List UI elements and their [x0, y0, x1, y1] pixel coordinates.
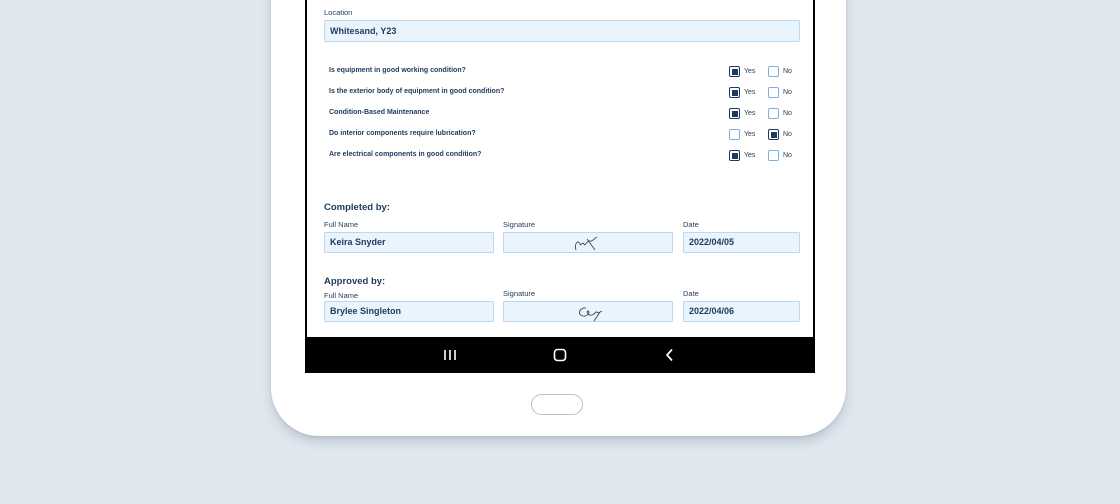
completed-name-field[interactable]: Keira Snyder — [324, 232, 494, 253]
approved-signature-image — [504, 302, 674, 323]
approved-date-field[interactable]: 2022/04/06 — [683, 301, 800, 322]
q3-yes-label: Yes — [744, 110, 756, 117]
q1-yes-checkbox[interactable] — [729, 66, 740, 77]
inspection-form — [307, 0, 813, 337]
q1-no-label: No — [783, 68, 792, 75]
completed-by-heading: Completed by: — [324, 202, 390, 213]
completed-date-field[interactable]: 2022/04/05 — [683, 232, 800, 253]
completed-signature-image — [504, 233, 674, 254]
q4-yes-label: Yes — [744, 131, 756, 138]
approved-date-label: Date — [683, 289, 699, 298]
location-field[interactable]: Whitesand, Y23 — [324, 20, 800, 42]
q5-yes-checkbox[interactable] — [729, 150, 740, 161]
q3-no-checkbox[interactable] — [768, 108, 779, 119]
completed-signature-label: Signature — [503, 220, 536, 229]
approved-by-heading: Approved by: — [324, 276, 386, 287]
completed-name-label: Full Name — [324, 220, 359, 229]
q5-yes-label: Yes — [744, 152, 756, 159]
android-navigation-bar — [305, 337, 815, 373]
q2-yes-checkbox[interactable] — [729, 87, 740, 98]
location-label: Location — [324, 8, 353, 17]
tablet-screen — [305, 0, 815, 373]
q2-no-checkbox[interactable] — [768, 87, 779, 98]
approved-signature-field[interactable] — [503, 301, 673, 322]
approved-name-label: Full Name — [324, 291, 359, 300]
question-4: Do interior components require lubrication? — [329, 130, 476, 137]
q3-yes-checkbox[interactable] — [729, 108, 740, 119]
q2-yes-label: Yes — [744, 89, 756, 96]
question-3: Condition-Based Maintenance — [329, 109, 430, 116]
q4-yes-checkbox[interactable] — [729, 129, 740, 140]
home-icon[interactable] — [552, 347, 568, 363]
completed-signature-field[interactable] — [503, 232, 673, 253]
back-icon[interactable] — [663, 347, 677, 363]
q2-no-label: No — [783, 89, 792, 96]
q5-no-checkbox[interactable] — [768, 150, 779, 161]
question-2: Is the exterior body of equipment in good condition? — [329, 88, 505, 95]
q4-no-label: No — [783, 131, 792, 138]
completed-date-label: Date — [683, 220, 699, 229]
q1-yes-label: Yes — [744, 68, 756, 75]
q5-no-label: No — [783, 152, 792, 159]
tablet-home-key[interactable] — [531, 394, 583, 415]
approved-signature-label: Signature — [503, 289, 536, 298]
recents-icon[interactable] — [443, 347, 457, 363]
question-1: Is equipment in good working condition? — [329, 67, 466, 74]
q4-no-checkbox[interactable] — [768, 129, 779, 140]
q1-no-checkbox[interactable] — [768, 66, 779, 77]
q3-no-label: No — [783, 110, 792, 117]
approved-name-field[interactable]: Brylee Singleton — [324, 301, 494, 322]
question-5: Are electrical components in good condition? — [329, 151, 482, 158]
